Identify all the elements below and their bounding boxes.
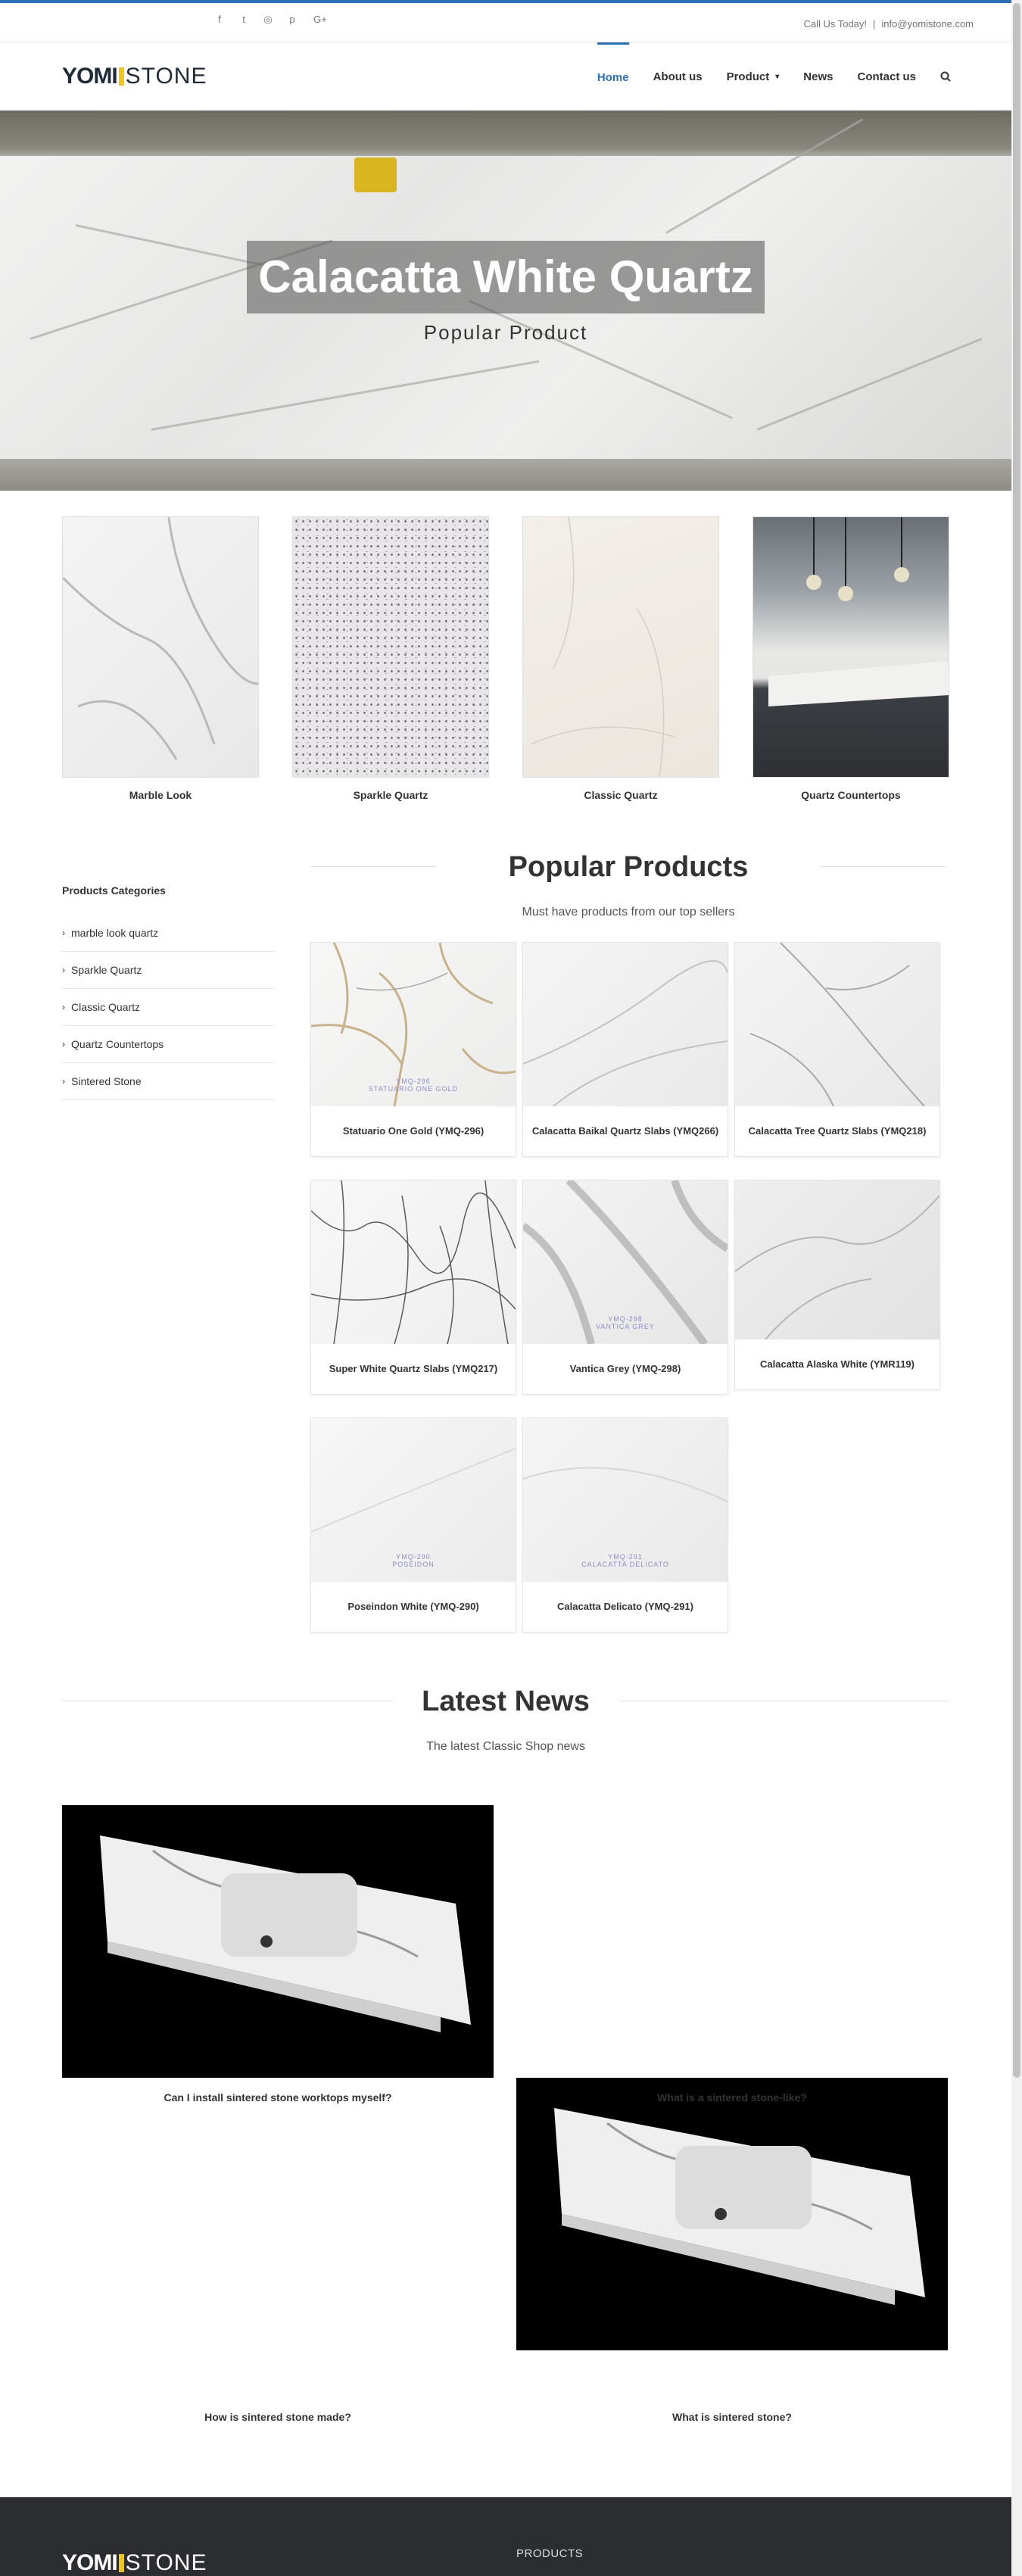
category-label[interactable]: Quartz Countertops (801, 789, 901, 801)
section-divider (821, 866, 946, 867)
tree-veins (735, 943, 939, 1106)
category-quartz-countertops-image[interactable] (752, 516, 949, 778)
news-image[interactable] (62, 1805, 494, 2078)
product-image (523, 1418, 728, 1582)
product-code: YMQ-298 VANTICA GREY (596, 1315, 655, 1330)
facebook-icon[interactable]: f (218, 14, 221, 25)
sidebar-item-label: marble look quartz (71, 927, 159, 939)
logo-text-left: YOMI (62, 64, 117, 89)
product-name: Calacatta Delicato (YMQ-291) (557, 1601, 693, 1612)
product-card[interactable] (734, 1180, 940, 1390)
hero-lifting-clamp (354, 157, 397, 192)
latest-news-subtitle: The latest Classic Shop news (426, 1740, 585, 1753)
search-button[interactable] (940, 42, 951, 111)
top-bar (0, 0, 1011, 42)
latest-news-title: Latest News (422, 1686, 590, 1717)
nav-contact-us[interactable] (857, 42, 916, 111)
category-classic-quartz-image[interactable] (522, 516, 719, 778)
hero-subtitle: Popular Product (423, 321, 588, 344)
product-code: YMQ-290 POSEIDON (392, 1553, 435, 1568)
category-sparkle-quartz-image[interactable] (292, 516, 489, 778)
category-label[interactable]: Sparkle Quartz (353, 789, 428, 801)
sidebar-item-label: Classic Quartz (71, 1001, 141, 1013)
sink-countertop-white (516, 2078, 948, 2350)
contact-info (803, 18, 974, 30)
product-card[interactable] (310, 942, 516, 1157)
sidebar-item-label: Sintered Stone (71, 1075, 142, 1087)
footer-logo[interactable] (62, 2550, 207, 2576)
separator: | (873, 18, 876, 30)
product-name: Vantica Grey (YMQ-298) (569, 1363, 681, 1374)
site-logo[interactable] (62, 65, 207, 88)
product-card[interactable] (522, 1417, 728, 1633)
product-name: Super White Quartz Slabs (YMQ217) (329, 1363, 498, 1374)
nav-news[interactable] (803, 42, 833, 111)
chevron-right-icon: › (62, 1039, 65, 1049)
product-name: Poseindon White (YMQ-290) (347, 1601, 479, 1612)
product-name: Calacatta Tree Quartz Slabs (YMQ218) (748, 1125, 927, 1137)
news-title[interactable]: What is sintered stone? (672, 2411, 792, 2423)
popular-products-subtitle: Must have products from our top sellers (522, 906, 735, 918)
product-image (523, 943, 728, 1106)
product-card[interactable] (734, 942, 940, 1157)
logo-text-right: STONE (125, 64, 207, 89)
instagram-icon[interactable]: ◎ (263, 14, 273, 25)
alaska-veins (735, 1180, 939, 1339)
classic-veins (523, 517, 718, 777)
product-image (311, 1180, 516, 1344)
footer-logo-text-left: YOMI (62, 2550, 117, 2575)
product-name: Calacatta Baikal Quartz Slabs (YMQ266) (531, 1125, 719, 1137)
super-white-veins (311, 1180, 516, 1344)
product-code: YMQ-296 STATUARIO ONE GOLD (368, 1077, 459, 1093)
logo-accent-bar (119, 67, 124, 86)
section-divider (310, 866, 436, 867)
sidebar-item-marble-look-quartz[interactable] (62, 915, 274, 952)
baikal-veins (523, 943, 728, 1106)
news-title[interactable]: Can I install sintered stone worktops myself? (164, 2091, 392, 2104)
footer-logo-accent-bar (119, 2554, 124, 2572)
product-image (311, 943, 516, 1106)
news-title[interactable]: What is a sintered stone-like? (657, 2091, 807, 2104)
kitchen-scene (753, 517, 949, 777)
sidebar-item-label: Quartz Countertops (71, 1038, 164, 1050)
google-plus-icon[interactable]: G+ (313, 14, 327, 25)
chevron-right-icon: › (62, 965, 65, 975)
nav-product[interactable] (727, 42, 780, 111)
twitter-icon[interactable]: t (242, 14, 245, 25)
sidebar-item-sparkle-quartz[interactable] (62, 952, 274, 989)
nav-contact-label: Contact us (857, 70, 916, 83)
footer-products-heading: PRODUCTS (516, 2547, 584, 2560)
sidebar-item-classic-quartz[interactable] (62, 989, 274, 1026)
product-card[interactable] (522, 1180, 728, 1395)
sink-countertop-white (62, 1805, 494, 2078)
category-label[interactable]: Classic Quartz (584, 789, 658, 801)
search-icon (940, 71, 951, 82)
nav-about-us[interactable] (653, 42, 703, 111)
chevron-down-icon: ▾ (775, 72, 780, 81)
pinterest-icon[interactable]: p (289, 14, 295, 25)
nav-home[interactable] (597, 42, 629, 111)
product-image (735, 1180, 939, 1339)
scrollbar-thumb[interactable] (1013, 3, 1020, 2078)
nav-product-label: Product (726, 70, 770, 83)
nav-home-label: Home (597, 71, 629, 84)
chevron-right-icon: › (62, 1002, 65, 1012)
email-link[interactable]: info@yomistone.com (881, 18, 974, 30)
hero-title: Calacatta White Quartz (258, 251, 753, 302)
nav-about-label: About us (653, 70, 703, 83)
news-image[interactable] (516, 2078, 948, 2350)
site-header (0, 42, 1011, 111)
sidebar-item-quartz-countertops[interactable] (62, 1026, 274, 1063)
footer-logo-text-right: STONE (125, 2550, 207, 2575)
chevron-right-icon: › (62, 1076, 65, 1087)
marble-veins (63, 517, 258, 777)
product-card[interactable] (522, 942, 728, 1157)
category-label[interactable]: Marble Look (129, 789, 192, 801)
sidebar-title: Products Categories (62, 884, 166, 897)
product-card[interactable] (310, 1417, 516, 1633)
sidebar-item-label: Sparkle Quartz (71, 964, 142, 976)
product-code: YMQ-291 CALACATTA DELICATO (581, 1553, 669, 1568)
news-title[interactable]: How is sintered stone made? (204, 2411, 351, 2423)
product-name: Statuario One Gold (YMQ-296) (342, 1125, 485, 1137)
chevron-right-icon: › (62, 928, 65, 938)
product-card[interactable] (310, 1180, 516, 1395)
product-image (311, 1418, 516, 1582)
category-marble-look-image[interactable] (62, 516, 259, 778)
product-image (523, 1180, 728, 1344)
product-image (735, 943, 939, 1106)
product-name: Calacatta Alaska White (YMR119) (760, 1358, 915, 1370)
call-text: Call Us Today! (803, 18, 868, 30)
main-nav (597, 42, 951, 111)
popular-products-title: Popular Products (508, 851, 749, 883)
nav-news-label: News (803, 70, 833, 83)
sidebar-item-sintered-stone[interactable] (62, 1063, 274, 1100)
